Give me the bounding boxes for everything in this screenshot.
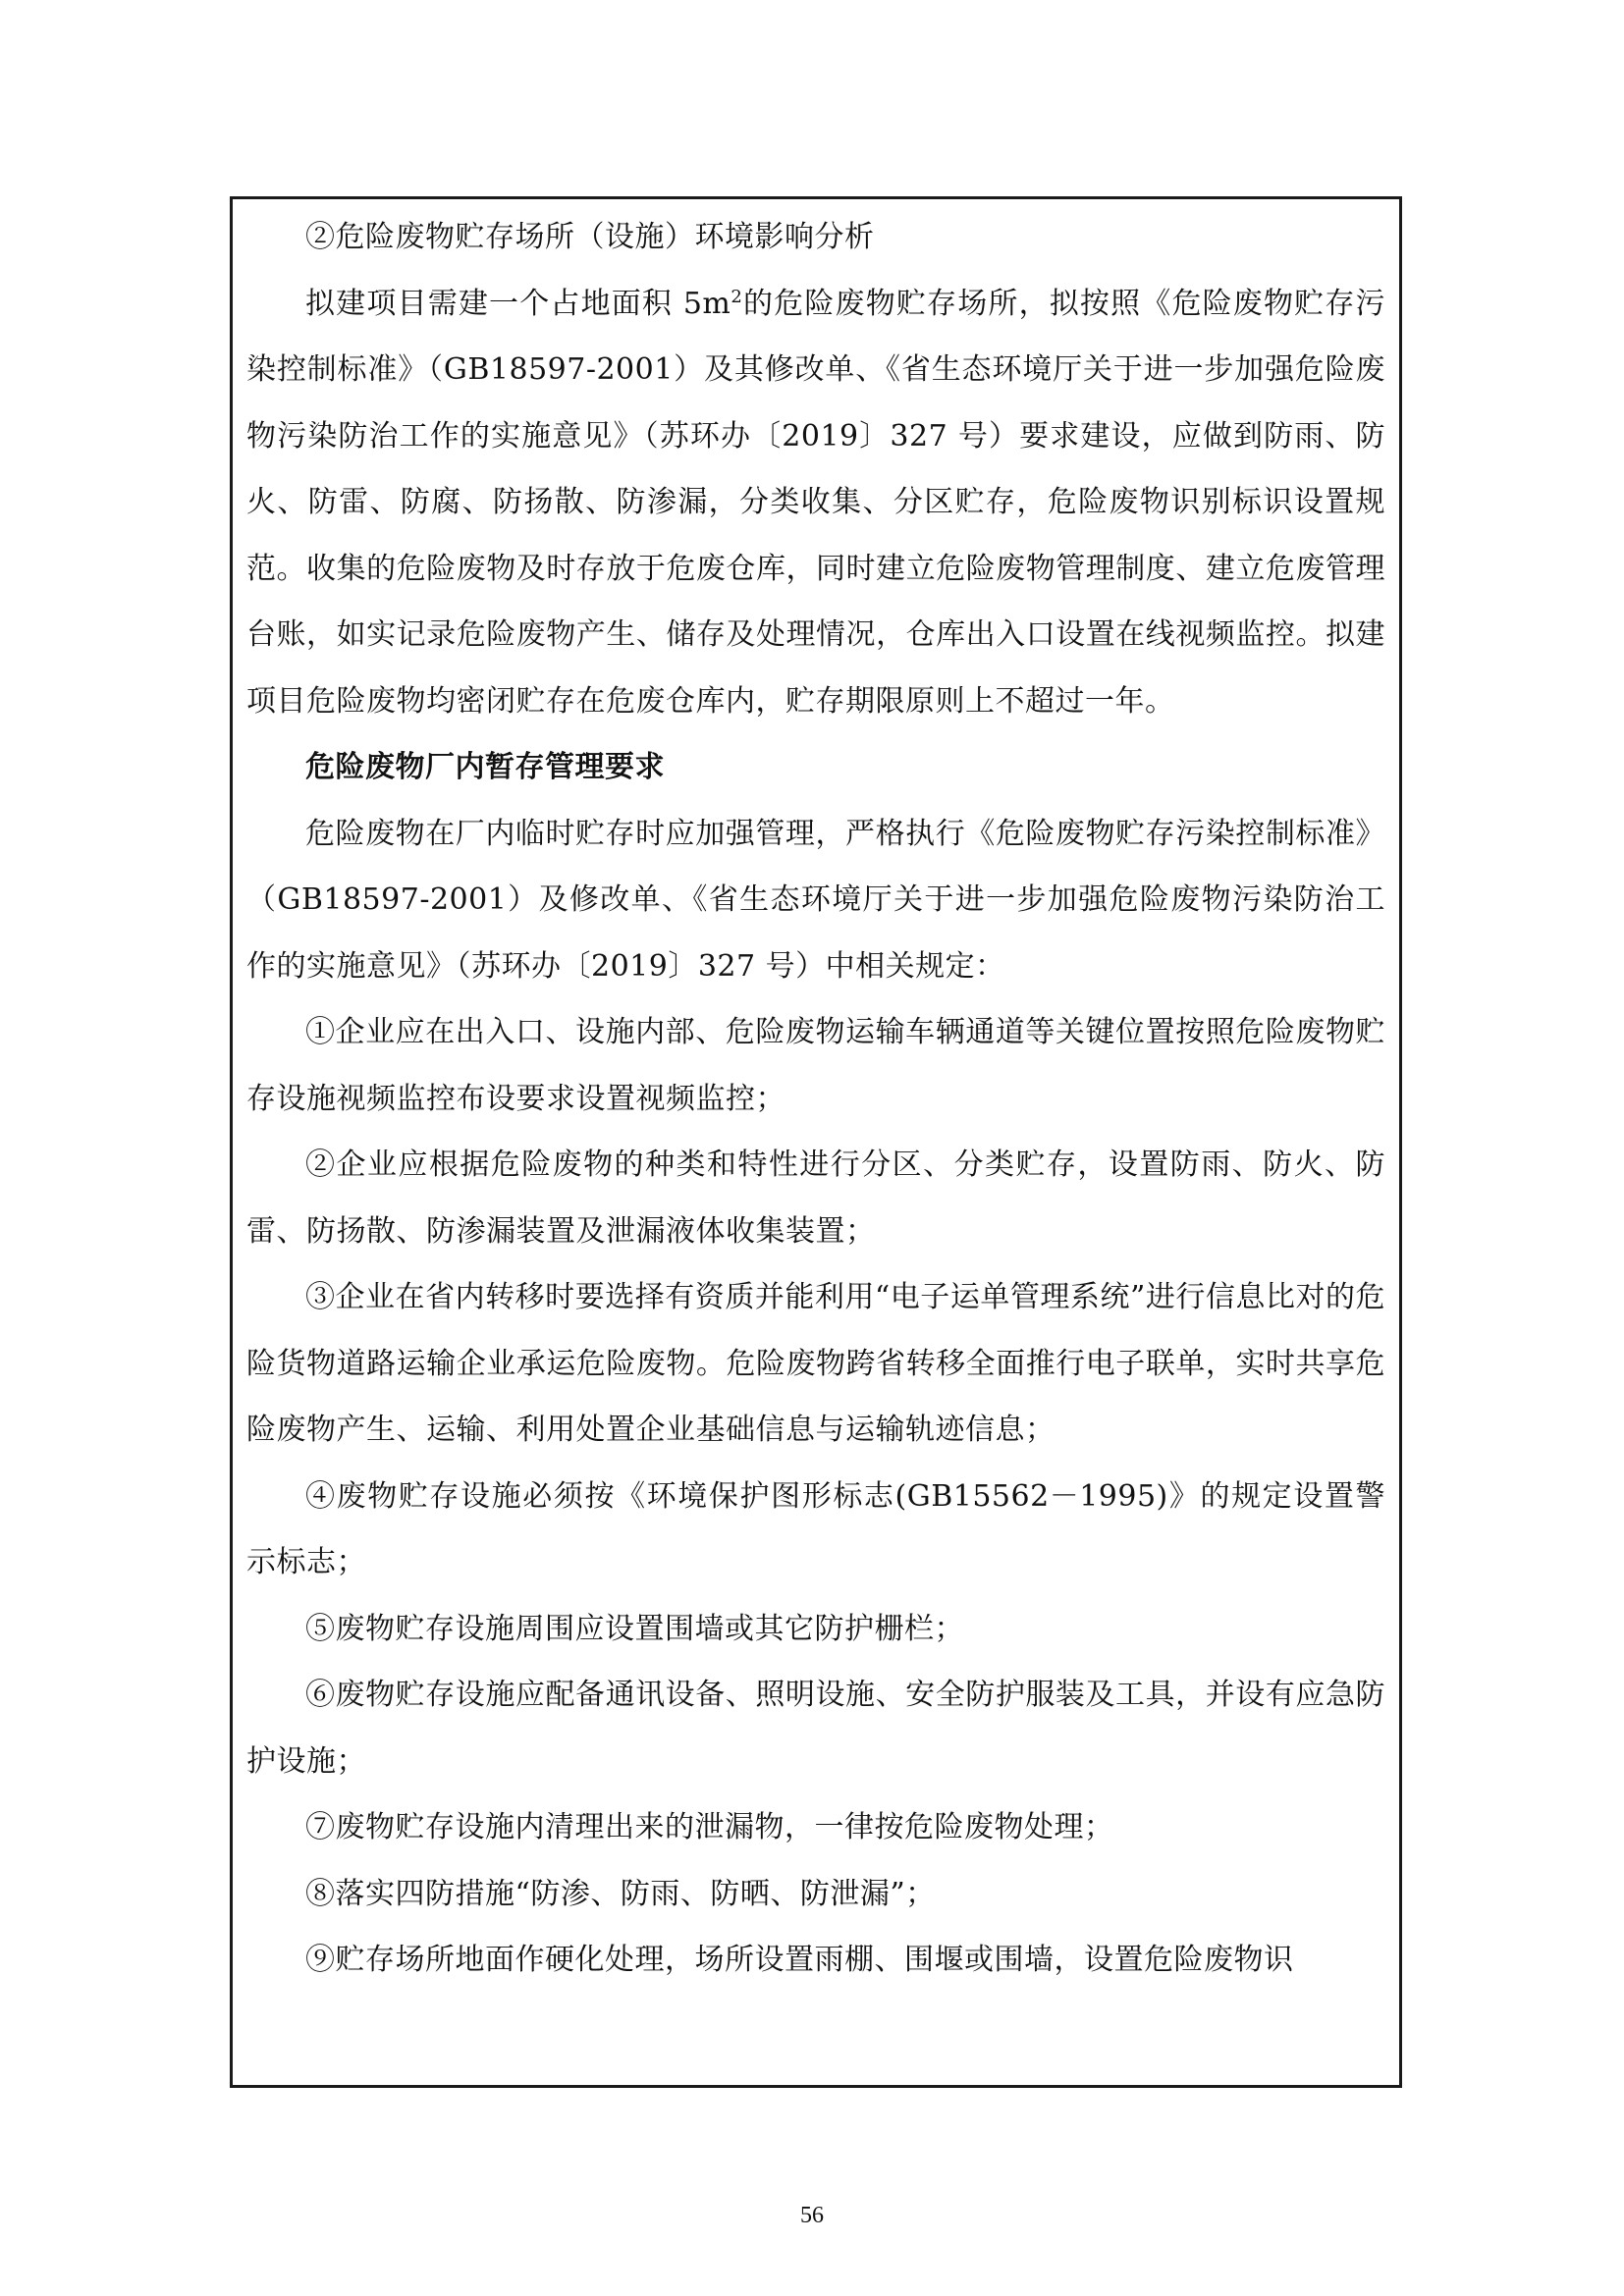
intro-text-rest: 的危险废物贮存场所，拟按照《危险废物贮存污染控制标准》（GB18597-2001）及其修改单、《省生态环境厅关于进一步加强危险废物污染防治工作的实施意见》（苏环办〔2019〕327 号）要求建设，应做到防雨、防火、防雷、防腐、防扬散、防渗漏，分类收集、分区贮存，危险废物识别标识设置规范。收集的危险废物及时存放于危废仓库，同时建立危险废物管理制度、建立危废管理台账，如实记录危险废物产生、储存及处理情况，仓库出入口设置在线视频监控。拟建项目危险废物均密闭贮存在危废仓库内，贮存期限原则上不超过一年。 <box>246 286 1385 719</box>
requirement-5: ⑤废物贮存设施周围应设置围墙或其它防护栅栏； <box>305 1611 964 1646</box>
requirement-3: ③企业在省内转移时要选择有资质并能利用“电子运单管理系统”进行信息比对的危险货物道路运输企业承运危险废物。危险废物跨省转移全面推行电子联单，实时共享危险废物产生、运输、利用处置企业基础信息与运输轨迹信息； <box>246 1280 1385 1447</box>
management-intro: 危险废物在厂内临时贮存时应加强管理，严格执行《危险废物贮存污染控制标准》（GB18597-2001）及修改单、《省生态环境厅关于进一步加强危险废物污染防治工作的实施意见》（苏环办〔2019〕327 号）中相关规定： <box>246 816 1385 984</box>
requirement-9: ⑨贮存场所地面作硬化处理，场所设置雨棚、围堰或围墙，设置危险废物识 <box>305 1943 1294 1977</box>
document-body <box>246 204 1385 1994</box>
requirement-6: ⑥废物贮存设施应配备通讯设备、照明设施、安全防护服装及工具，并设有应急防护设施； <box>246 1678 1385 1779</box>
requirement-4: ④废物贮存设施必须按《环境保护图形标志(GB15562－1995)》的规定设置警示标志； <box>246 1478 1385 1579</box>
requirement-1: ①企业应在出入口、设施内部、危险废物运输车辆通道等关键位置按照危险废物贮存设施视频监控布设要求设置视频监控； <box>246 1015 1385 1116</box>
requirement-8: ⑧落实四防措施“防渗、防雨、防晒、防泄漏”； <box>305 1876 936 1911</box>
superscript-2: 2 <box>731 286 743 307</box>
page-number: 56 <box>800 2203 824 2228</box>
management-heading: 危险废物厂内暂存管理要求 <box>305 750 665 784</box>
intro-paragraph <box>246 271 1385 735</box>
intro-text-start: 拟建项目需建一个占地面积 5m <box>305 286 731 321</box>
requirement-2: ②企业应根据危险废物的种类和特性进行分区、分类贮存，设置防雨、防火、防雷、防扬散、防渗漏装置及泄漏液体收集装置； <box>246 1148 1385 1249</box>
section-title: ②危险废物贮存场所（设施）环境影响分析 <box>305 220 875 254</box>
requirement-7: ⑦废物贮存设施内清理出来的泄漏物，一律按危险废物处理； <box>305 1810 1114 1844</box>
